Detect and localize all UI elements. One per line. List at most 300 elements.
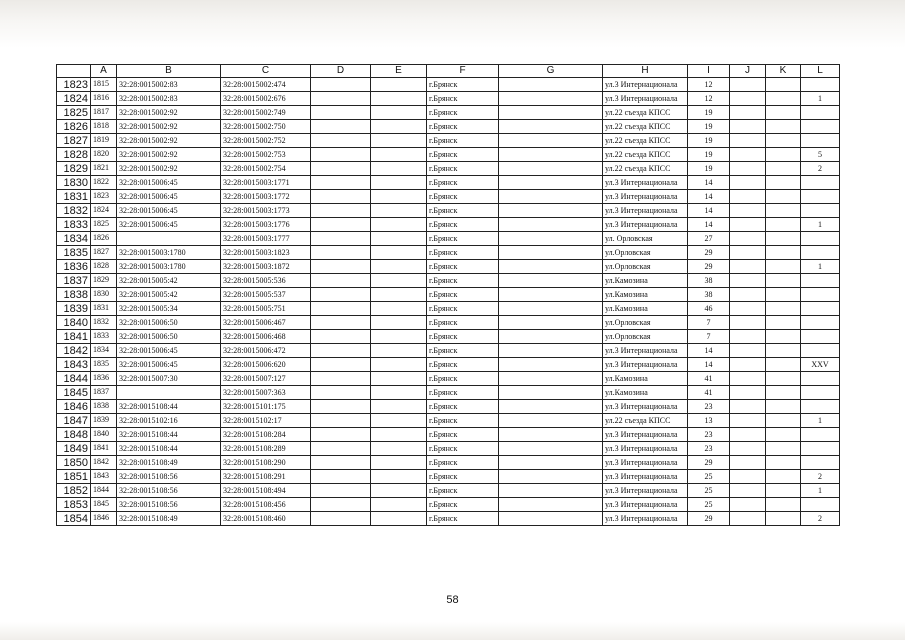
row-number (57, 274, 91, 288)
cell-h: ул.Камозина (603, 302, 688, 316)
row-number (57, 204, 91, 218)
sheet-row-number: 1849 (63, 442, 88, 455)
cell-d (311, 428, 371, 442)
cell-j (730, 176, 766, 190)
row-number (57, 512, 91, 526)
cell-a (91, 386, 117, 400)
cell-l (801, 428, 840, 442)
cell-c: 32:28:0015003:1872 (221, 260, 311, 274)
cell-h: ул.22 съезда КПСС (603, 162, 688, 176)
original-row-number: 1824 (93, 205, 109, 214)
cell-d (311, 106, 371, 120)
cell-j (730, 330, 766, 344)
cell-e (371, 232, 427, 246)
cell-j (730, 428, 766, 442)
column-header-b: B (117, 65, 221, 78)
sheet-row-number: 1839 (63, 302, 88, 315)
cell-j (730, 232, 766, 246)
cell-d (311, 414, 371, 428)
cell-f: г.Брянск (427, 456, 499, 470)
cell-a (91, 400, 117, 414)
cell-d (311, 92, 371, 106)
cell-l (801, 190, 840, 204)
cell-k (766, 428, 801, 442)
cell-h: ул.Орловская (603, 246, 688, 260)
cell-a (91, 246, 117, 260)
cell-d (311, 372, 371, 386)
cell-j (730, 316, 766, 330)
cell-h: ул.3 Интернационала (603, 218, 688, 232)
cell-k (766, 470, 801, 484)
table-row (57, 414, 840, 428)
cell-f: г.Брянск (427, 134, 499, 148)
cell-d (311, 498, 371, 512)
cell-h: ул.3 Интернационала (603, 428, 688, 442)
cell-k (766, 274, 801, 288)
row-number (57, 386, 91, 400)
original-row-number: 1821 (93, 163, 109, 172)
cell-f: г.Брянск (427, 316, 499, 330)
original-row-number: 1836 (93, 373, 109, 382)
row-number (57, 260, 91, 274)
cell-d (311, 512, 371, 526)
cell-k (766, 120, 801, 134)
cell-b: 32:28:0015003:1780 (117, 260, 221, 274)
cell-f: г.Брянск (427, 386, 499, 400)
cell-f: г.Брянск (427, 330, 499, 344)
sheet-row-number: 1836 (63, 260, 88, 273)
cell-j (730, 344, 766, 358)
table-row (57, 484, 840, 498)
cell-l (801, 316, 840, 330)
cell-h: ул.3 Интернационала (603, 400, 688, 414)
table-row (57, 274, 840, 288)
cell-e (371, 442, 427, 456)
table-row (57, 316, 840, 330)
cell-i: 38 (688, 288, 730, 302)
cell-b: 32:28:0015006:50 (117, 330, 221, 344)
cell-j (730, 442, 766, 456)
cell-g (499, 260, 603, 274)
original-row-number: 1835 (93, 359, 109, 368)
cell-g (499, 232, 603, 246)
original-row-number: 1822 (93, 177, 109, 186)
row-number (57, 92, 91, 106)
cell-g (499, 204, 603, 218)
cell-c: 32:28:0015108:494 (221, 484, 311, 498)
cell-k (766, 246, 801, 260)
cell-a (91, 232, 117, 246)
original-row-number: 1832 (93, 317, 109, 326)
cell-e (371, 246, 427, 260)
cell-g (499, 190, 603, 204)
table-row (57, 106, 840, 120)
cell-g (499, 78, 603, 92)
cell-b: 32:28:0015006:45 (117, 190, 221, 204)
cell-h: ул.3 Интернационала (603, 512, 688, 526)
cell-b: 32:28:0015108:56 (117, 470, 221, 484)
column-header-i: I (688, 65, 730, 78)
cell-l (801, 330, 840, 344)
cell-g (499, 498, 603, 512)
cell-j (730, 162, 766, 176)
sheet-row-number: 1838 (63, 288, 88, 301)
cell-c: 32:28:0015108:284 (221, 428, 311, 442)
sheet-row-number: 1826 (63, 120, 88, 133)
cell-d (311, 442, 371, 456)
table-row (57, 92, 840, 106)
cell-b: 32:28:0015006:50 (117, 316, 221, 330)
cell-g (499, 162, 603, 176)
table-row (57, 78, 840, 92)
cell-b: 32:28:0015102:16 (117, 414, 221, 428)
cell-c: 32:28:0015002:754 (221, 162, 311, 176)
cell-l: 1 (801, 260, 840, 274)
cell-b: 32:28:0015108:44 (117, 400, 221, 414)
cell-j (730, 484, 766, 498)
cell-i: 23 (688, 400, 730, 414)
cell-h: ул.22 съезда КПСС (603, 134, 688, 148)
cell-c: 32:28:0015108:290 (221, 456, 311, 470)
cell-j (730, 148, 766, 162)
cell-i: 14 (688, 176, 730, 190)
cell-l (801, 246, 840, 260)
cell-k (766, 498, 801, 512)
cell-f: г.Брянск (427, 78, 499, 92)
cell-f: г.Брянск (427, 372, 499, 386)
original-row-number: 1823 (93, 191, 109, 200)
cell-b (117, 232, 221, 246)
sheet-row-number: 1841 (63, 330, 88, 343)
cell-d (311, 148, 371, 162)
cell-h: ул.3 Интернационала (603, 442, 688, 456)
cell-a (91, 148, 117, 162)
cell-i: 41 (688, 386, 730, 400)
cell-g (499, 330, 603, 344)
cell-g (499, 470, 603, 484)
column-header-j: J (730, 65, 766, 78)
cell-f: г.Брянск (427, 218, 499, 232)
cell-a (91, 498, 117, 512)
cell-j (730, 414, 766, 428)
cell-g (499, 288, 603, 302)
row-number (57, 288, 91, 302)
cell-l (801, 134, 840, 148)
cell-e (371, 218, 427, 232)
cell-d (311, 330, 371, 344)
cell-i: 29 (688, 246, 730, 260)
table-row (57, 218, 840, 232)
cell-e (371, 512, 427, 526)
row-number (57, 484, 91, 498)
original-row-number: 1815 (93, 79, 109, 88)
cell-h: ул.3 Интернационала (603, 190, 688, 204)
table-row (57, 372, 840, 386)
cell-f: г.Брянск (427, 260, 499, 274)
cell-c: 32:28:0015108:289 (221, 442, 311, 456)
cell-b: 32:28:0015108:49 (117, 512, 221, 526)
cell-f: г.Брянск (427, 344, 499, 358)
sheet-row-number: 1828 (63, 148, 88, 161)
original-row-number: 1817 (93, 107, 109, 116)
cell-k (766, 190, 801, 204)
cell-a (91, 456, 117, 470)
cell-f: г.Брянск (427, 414, 499, 428)
cell-e (371, 176, 427, 190)
cell-k (766, 344, 801, 358)
sheet-row-number: 1837 (63, 274, 88, 287)
cell-f: г.Брянск (427, 302, 499, 316)
cell-i: 41 (688, 372, 730, 386)
cell-c: 32:28:0015007:127 (221, 372, 311, 386)
cell-k (766, 218, 801, 232)
column-header-k: K (766, 65, 801, 78)
cell-i: 14 (688, 218, 730, 232)
sheet-row-number: 1845 (63, 386, 88, 399)
cell-d (311, 288, 371, 302)
cell-h: ул.3 Интернационала (603, 92, 688, 106)
cell-b: 32:28:0015002:83 (117, 92, 221, 106)
cell-e (371, 484, 427, 498)
cell-c: 32:28:0015102:17 (221, 414, 311, 428)
cell-f: г.Брянск (427, 442, 499, 456)
original-row-number: 1830 (93, 289, 109, 298)
sheet-row-number: 1827 (63, 134, 88, 147)
cell-c: 32:28:0015003:1773 (221, 204, 311, 218)
cell-k (766, 442, 801, 456)
cell-j (730, 386, 766, 400)
row-number (57, 218, 91, 232)
sheet-row-number: 1831 (63, 190, 88, 203)
row-number (57, 372, 91, 386)
sheet-row-number: 1852 (63, 484, 88, 497)
cell-g (499, 218, 603, 232)
cell-i: 38 (688, 274, 730, 288)
corner-cell (57, 65, 91, 78)
cell-a (91, 330, 117, 344)
cell-a (91, 302, 117, 316)
cell-d (311, 358, 371, 372)
cell-e (371, 204, 427, 218)
cell-k (766, 358, 801, 372)
cell-h: ул.Камозина (603, 386, 688, 400)
cell-j (730, 106, 766, 120)
row-number (57, 442, 91, 456)
cell-f: г.Брянск (427, 288, 499, 302)
cell-i: 29 (688, 456, 730, 470)
cell-l (801, 456, 840, 470)
cell-e (371, 162, 427, 176)
cell-f: г.Брянск (427, 274, 499, 288)
cell-c: 32:28:0015002:750 (221, 120, 311, 134)
sheet-row-number: 1833 (63, 218, 88, 231)
cell-j (730, 512, 766, 526)
table-row (57, 246, 840, 260)
cell-h: ул.22 съезда КПСС (603, 120, 688, 134)
cell-d (311, 232, 371, 246)
cell-e (371, 302, 427, 316)
cell-k (766, 162, 801, 176)
cell-f: г.Брянск (427, 484, 499, 498)
cell-g (499, 316, 603, 330)
table-row (57, 344, 840, 358)
cell-l: 1 (801, 414, 840, 428)
table-row (57, 428, 840, 442)
cell-b: 32:28:0015006:45 (117, 358, 221, 372)
sheet-row-number: 1846 (63, 400, 88, 413)
column-header-row (57, 65, 840, 78)
cell-i: 23 (688, 442, 730, 456)
cell-e (371, 106, 427, 120)
cell-j (730, 274, 766, 288)
cell-e (371, 288, 427, 302)
original-row-number: 1846 (93, 513, 109, 522)
cell-f: г.Брянск (427, 512, 499, 526)
cell-i: 29 (688, 512, 730, 526)
sheet-row-number: 1823 (63, 78, 88, 91)
table-row (57, 512, 840, 526)
cell-c: 32:28:0015003:1777 (221, 232, 311, 246)
cell-e (371, 428, 427, 442)
cell-a (91, 470, 117, 484)
cell-e (371, 498, 427, 512)
original-row-number: 1841 (93, 443, 109, 452)
cell-h: ул.Орловская (603, 316, 688, 330)
cell-g (499, 120, 603, 134)
cell-c: 32:28:0015003:1776 (221, 218, 311, 232)
row-number (57, 470, 91, 484)
column-header-l: L (801, 65, 840, 78)
cell-a (91, 162, 117, 176)
row-number (57, 78, 91, 92)
cell-i: 14 (688, 344, 730, 358)
row-number (57, 106, 91, 120)
cell-k (766, 330, 801, 344)
cell-h: ул.3 Интернационала (603, 358, 688, 372)
sheet-row-number: 1847 (63, 414, 88, 427)
cell-a (91, 92, 117, 106)
cell-d (311, 120, 371, 134)
cell-f: г.Брянск (427, 204, 499, 218)
cell-c: 32:28:0015003:1772 (221, 190, 311, 204)
cell-d (311, 456, 371, 470)
cell-c: 32:28:0015002:749 (221, 106, 311, 120)
row-number (57, 414, 91, 428)
cell-c: 32:28:0015005:536 (221, 274, 311, 288)
cell-i: 19 (688, 134, 730, 148)
sheet-row-number: 1850 (63, 456, 88, 469)
cell-d (311, 176, 371, 190)
cell-g (499, 372, 603, 386)
cell-b (117, 386, 221, 400)
column-header-e: E (371, 65, 427, 78)
cell-b: 32:28:0015003:1780 (117, 246, 221, 260)
column-header-a: A (91, 65, 117, 78)
cell-j (730, 120, 766, 134)
cell-h: ул.Орловская (603, 260, 688, 274)
cell-g (499, 456, 603, 470)
cell-i: 19 (688, 148, 730, 162)
cell-b: 32:28:0015007:30 (117, 372, 221, 386)
cell-l (801, 400, 840, 414)
row-number (57, 134, 91, 148)
cell-d (311, 400, 371, 414)
cell-g (499, 358, 603, 372)
cell-e (371, 148, 427, 162)
sheet-row-number: 1835 (63, 246, 88, 259)
cell-k (766, 204, 801, 218)
cell-k (766, 176, 801, 190)
cell-g (499, 386, 603, 400)
cell-h: ул.Камозина (603, 274, 688, 288)
cell-d (311, 302, 371, 316)
table-row (57, 232, 840, 246)
cell-k (766, 414, 801, 428)
original-row-number: 1818 (93, 121, 109, 130)
cell-f: г.Брянск (427, 246, 499, 260)
original-row-number: 1839 (93, 415, 109, 424)
cell-i: 14 (688, 358, 730, 372)
original-row-number: 1844 (93, 485, 109, 494)
cell-k (766, 232, 801, 246)
cell-h: ул.22 съезда КПСС (603, 148, 688, 162)
table-body (57, 78, 840, 526)
original-row-number: 1831 (93, 303, 109, 312)
cell-h: ул.22 съезда КПСС (603, 106, 688, 120)
cell-h: ул.3 Интернационала (603, 498, 688, 512)
column-header-d: D (311, 65, 371, 78)
cell-k (766, 260, 801, 274)
sheet-row-number: 1842 (63, 344, 88, 357)
row-number (57, 358, 91, 372)
row-number (57, 120, 91, 134)
scan-shadow-top (0, 0, 905, 48)
cell-f: г.Брянск (427, 428, 499, 442)
cell-d (311, 218, 371, 232)
cell-d (311, 274, 371, 288)
cell-a (91, 134, 117, 148)
cell-e (371, 358, 427, 372)
table-row (57, 162, 840, 176)
cell-l (801, 176, 840, 190)
cell-l (801, 274, 840, 288)
page-number: 58 (446, 594, 459, 606)
row-number (57, 428, 91, 442)
cell-c: 32:28:0015006:620 (221, 358, 311, 372)
cell-l: 2 (801, 162, 840, 176)
cell-a (91, 358, 117, 372)
row-number (57, 162, 91, 176)
cell-b: 32:28:0015006:45 (117, 204, 221, 218)
column-header-h: H (603, 65, 688, 78)
cell-j (730, 92, 766, 106)
cell-j (730, 302, 766, 316)
cell-h: ул.3 Интернационала (603, 456, 688, 470)
cell-g (499, 148, 603, 162)
cell-c: 32:28:0015101:175 (221, 400, 311, 414)
cell-b: 32:28:0015005:42 (117, 288, 221, 302)
cell-a (91, 190, 117, 204)
cell-b: 32:28:0015108:49 (117, 456, 221, 470)
cell-g (499, 106, 603, 120)
sheet-row-number: 1824 (63, 92, 88, 105)
cell-e (371, 260, 427, 274)
cell-c: 32:28:0015003:1771 (221, 176, 311, 190)
cell-b: 32:28:0015108:56 (117, 498, 221, 512)
cell-a (91, 512, 117, 526)
cell-j (730, 134, 766, 148)
cell-a (91, 288, 117, 302)
